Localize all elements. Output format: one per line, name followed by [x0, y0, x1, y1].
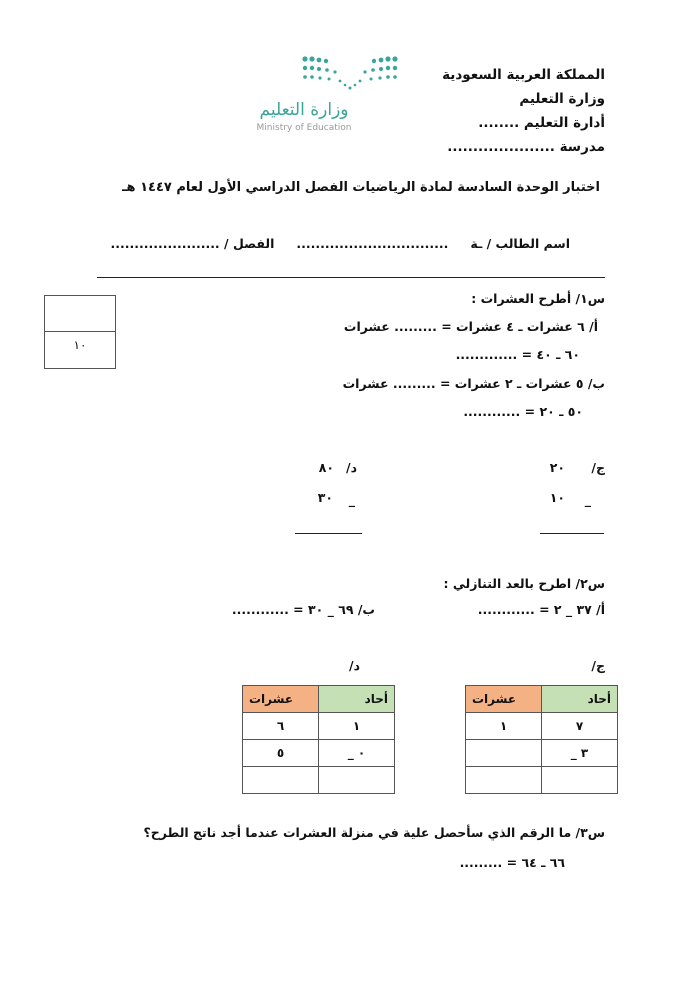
table-cell	[466, 740, 542, 767]
exam-title: اختبار الوحدة السادسة لمادة الرياضيات الفصل الدراسي الأول لعام ١٤٤٧ هـ	[122, 180, 600, 195]
q2-d-label: د/	[349, 658, 360, 673]
table-cell: ٧	[542, 713, 618, 740]
q1-c-minus: _	[584, 492, 591, 507]
student-name-field[interactable]: ................................	[296, 236, 449, 251]
ones-header: أحاد	[319, 686, 395, 713]
table-cell: ١	[466, 713, 542, 740]
q3-title: س٣/ ما الرقم الذي سأحصل علية في منزلة العشرات عندما أجد ناتج الطرح؟	[143, 825, 605, 840]
q1-d-minus: _	[348, 492, 355, 507]
tens-header: عشرات	[243, 686, 319, 713]
ministry-text: وزارة التعليم	[519, 91, 605, 107]
q1-d-top: ٨٠	[318, 460, 334, 475]
q1-d-label: د/	[346, 460, 357, 475]
q1-b-line2: ٥٠ ـ ٢٠ = ............	[463, 404, 583, 419]
table-cell: ٦	[243, 713, 319, 740]
table-cell: ٣ _	[542, 740, 618, 767]
q1-c-answer-line	[540, 533, 604, 534]
tens-header: عشرات	[466, 686, 542, 713]
header-divider	[97, 277, 605, 278]
q2-title: س٢/ اطرح بالعد التنازلي :	[443, 576, 605, 591]
q1-b-line1: ب/ ٥ عشرات ـ ٢ عشرات = ......... عشرات	[342, 376, 605, 391]
q2-b: ب/ ٦٩ _ ٣٠ = ............	[231, 602, 375, 617]
score-box[interactable]	[44, 295, 116, 369]
answer-cell[interactable]	[542, 767, 618, 794]
ministry-logo	[250, 55, 410, 140]
student-name-label: اسم الطالب / ـة	[470, 236, 570, 251]
table-cell: ٠ _	[319, 740, 395, 767]
q1-c-bottom: ١٠	[549, 490, 565, 505]
q1-a-line2: ٦٠ ـ ٤٠ = .............	[455, 347, 580, 362]
logo-arabic-text: وزارة التعليم	[259, 100, 349, 120]
q2-c-label: ج/	[591, 658, 605, 673]
q1-a-line1: أ/ ٦ عشرات ـ ٤ عشرات = ......... عشرات	[343, 319, 598, 334]
student-info-row	[110, 236, 570, 252]
school-text: مدرسة .....................	[447, 139, 605, 155]
answer-cell[interactable]	[466, 767, 542, 794]
q1-c-top: ٢٠	[549, 460, 565, 475]
department-text: أدارة التعليم ........	[478, 115, 605, 131]
answer-cell[interactable]	[243, 767, 319, 794]
q1-d-bottom: ٣٠	[317, 490, 333, 505]
class-field[interactable]: الفصل / .......................	[110, 236, 275, 251]
q1-c-label: ج/	[591, 460, 605, 475]
score-divider	[45, 331, 115, 332]
q2-c-place-value-table	[465, 685, 618, 794]
answer-cell[interactable]	[319, 767, 395, 794]
q2-d-place-value-table	[242, 685, 395, 794]
q2-a: أ/ ٣٧ _ ٢ = ............	[477, 602, 605, 617]
q1-title: س١/ أطرح العشرات :	[471, 291, 605, 306]
score-total: ١٠	[73, 338, 87, 352]
q1-d-answer-line	[295, 533, 362, 534]
q3-equation: ٦٦ ـ ٦٤ = .........	[459, 855, 565, 870]
kingdom-text: المملكة العربية السعودية	[442, 67, 605, 83]
ones-header: أحاد	[542, 686, 618, 713]
logo-dots-icon	[300, 55, 400, 93]
table-cell: ٥	[243, 740, 319, 767]
table-cell: ١	[319, 713, 395, 740]
logo-english-text: Ministry of Education	[256, 123, 352, 133]
